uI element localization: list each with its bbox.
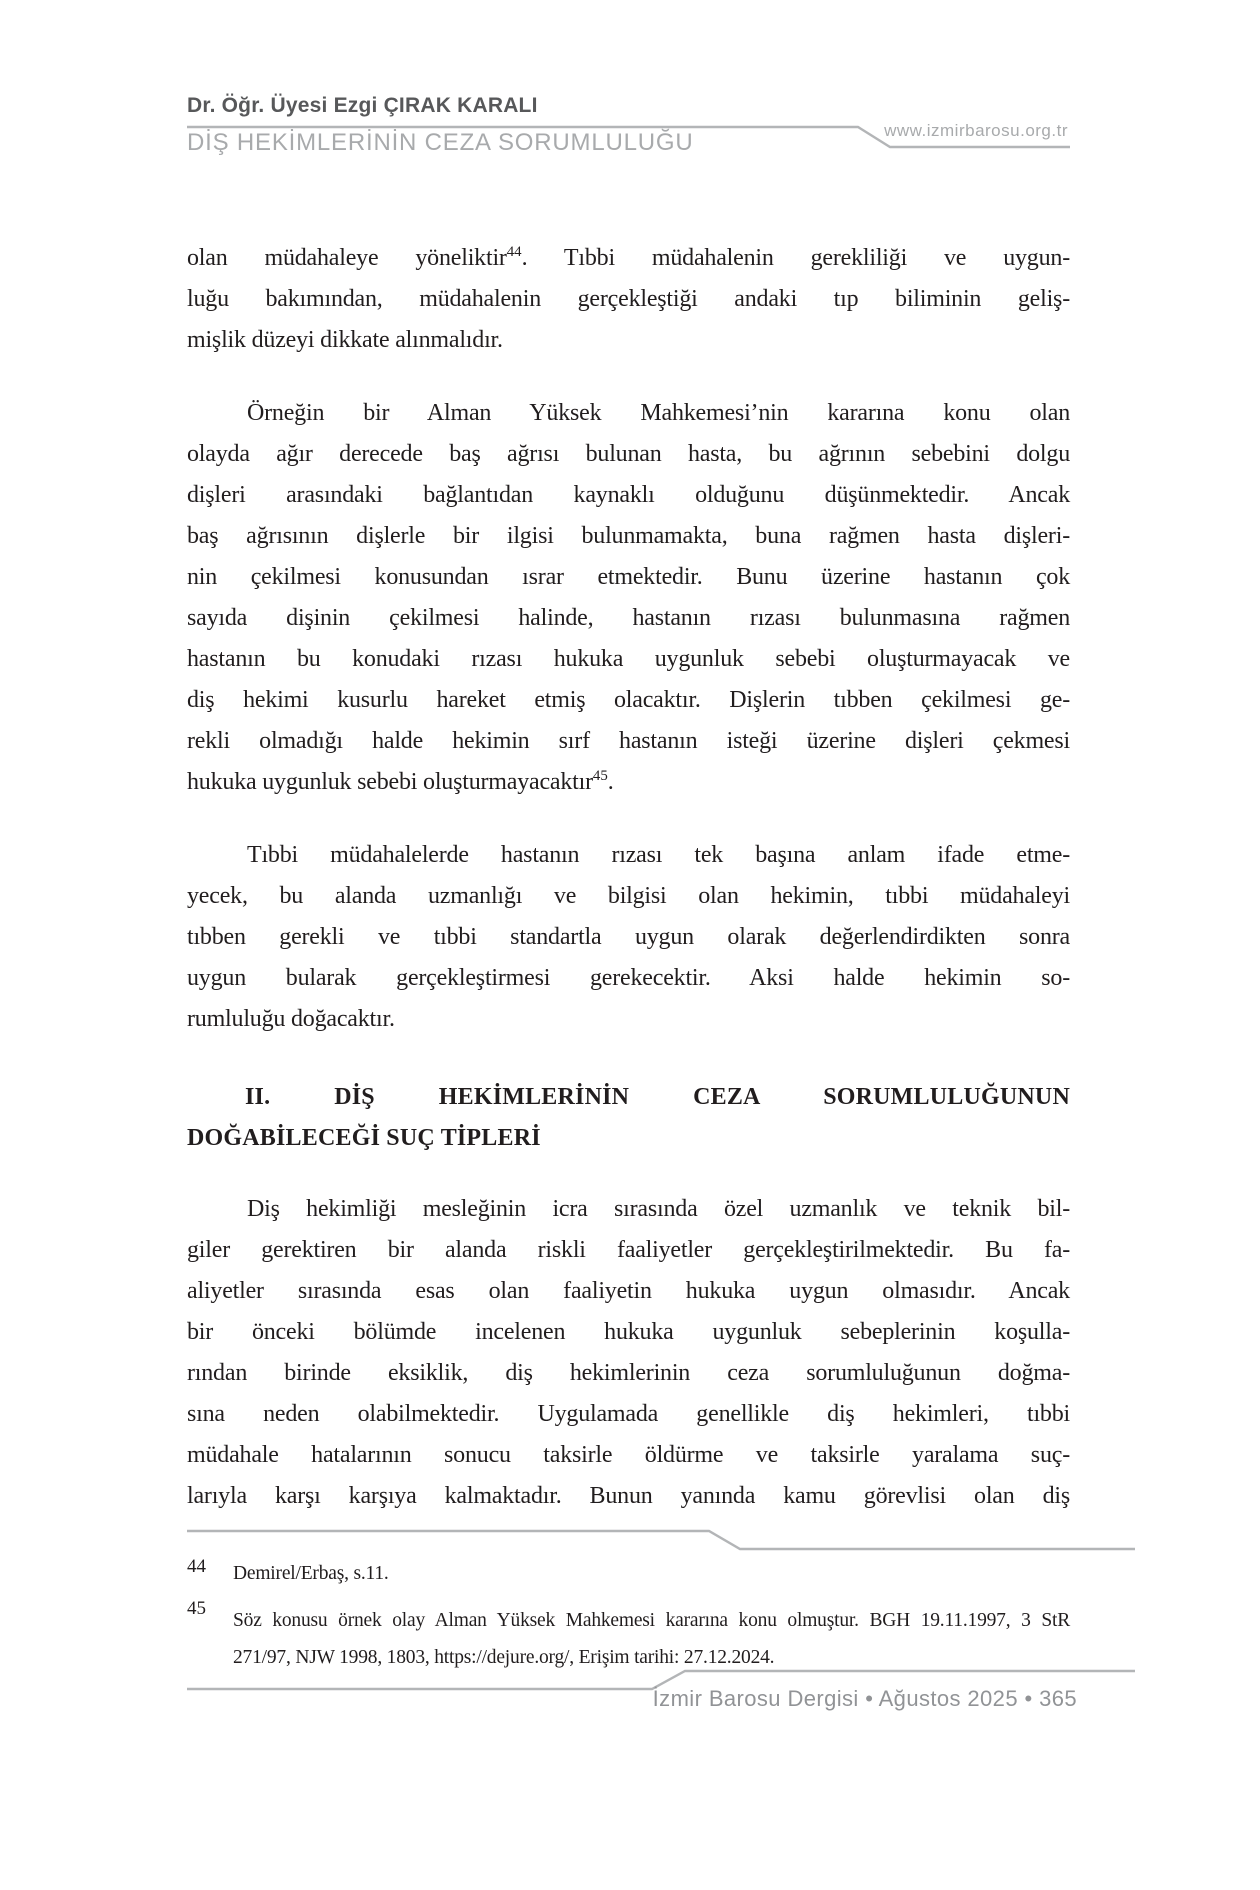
text-line: rından birinde eksiklik, diş hekimlerinin ceza sorumluluğunun doğma- [187, 1360, 1070, 1386]
text-line: larıyla karşı karşıya kalmaktadır. Bunun yanında kamu görevlisi olan diş [187, 1483, 1070, 1509]
text-line: diş hekimi kusurlu hareket etmiş olacaktır. Dişlerin tıbben çekilmesi ge- [187, 687, 1070, 713]
line-text: . Tıbbi müdahalenin gerekliliği ve uygun- [521, 245, 1071, 271]
line-text: olan müdahaleye yöneliktir [187, 245, 507, 271]
text-line: hastanın bu konudaki rızası hukuka uygunluk sebebi oluşturmayacak ve [187, 646, 1070, 672]
text-line: mişlik düzeyi dikkate alınmalıdır. [187, 327, 503, 353]
text-line: rumluluğu doğacaktır. [187, 1006, 395, 1032]
footnote-ref-45: 45 [592, 768, 608, 784]
text-line: luğu bakımından, müdahalenin gerçekleştiği andaki tıp biliminin geliş- [187, 286, 1070, 312]
footnote-45-number: 45 [187, 1598, 206, 1619]
footnotes [187, 1556, 1070, 1676]
footnote-ref-44: 44 [506, 244, 522, 260]
text-line: sına neden olabilmektedir. Uygulamada genellikle diş hekimleri, tıbbi [187, 1401, 1070, 1427]
text-line: bir önceki bölümde incelenen hukuka uygunluk sebeplerinin koşulla- [187, 1319, 1070, 1345]
paragraph-3 [187, 835, 1070, 1040]
body-column [187, 238, 1070, 1517]
text-line: sayıda dişinin çekilmesi halinde, hastanın rızası bulunmasına rağmen [187, 605, 1070, 631]
paragraph-1 [187, 238, 1070, 361]
text-line: rekli olmadığı halde hekimin sırf hastanın isteği üzerine dişleri çekmesi [187, 728, 1070, 754]
section-heading [187, 1077, 1070, 1159]
footnote-45-line-1: Söz konusu örnek olay Alman Yüksek Mahkemesi kararına konu olmuştur. BGH 19.11.1997, 3 StR [233, 1610, 1070, 1631]
paragraph-4 [187, 1189, 1070, 1517]
text-line: nin çekilmesi konusundan ısrar etmektedir. Bunu üzerine hastanın çok [187, 564, 1070, 590]
header-author: Dr. Öğr. Üyesi Ezgi ÇIRAK KARALI [187, 94, 538, 117]
text-line: baş ağrısının dişlerle bir ilgisi bulunmamakta, buna rağmen hasta dişleri- [187, 523, 1070, 549]
text-line: müdahale hatalarının sonucu taksirle öldürme ve taksirle yaralama suç- [187, 1442, 1070, 1468]
header-article-title: DİŞ HEKİMLERİNİN CEZA SORUMLULUĞU [187, 129, 694, 156]
text-line: dişleri arasındaki bağlantıdan kaynaklı olduğunu düşünmektedir. Ancak [187, 482, 1070, 508]
footnote-44-number: 44 [187, 1556, 206, 1577]
text-line [187, 238, 1070, 279]
text-line: yecek, bu alanda uzmanlığı ve bilgisi olan hekimin, tıbbi müdahaleyi [187, 883, 1070, 909]
line-text: hukuka uygunluk sebebi oluşturmayacaktır [187, 769, 593, 795]
footnote-44 [187, 1556, 1070, 1587]
text-line: Örneğin bir Alman Yüksek Mahkemesi’nin kararına konu olan [247, 400, 1070, 426]
text-line: Diş hekimliği mesleğinin icra sırasında özel uzmanlık ve teknik bil- [247, 1196, 1070, 1222]
text-line: Tıbbi müdahalelerde hastanın rızası tek başına anlam ifade etme- [247, 842, 1070, 868]
section-heading-line-1: II. DİŞ HEKİMLERİNİN CEZA SORUMLULUĞUNUN [245, 1084, 1070, 1110]
footnote-45 [187, 1598, 1070, 1676]
footnote-separator-rule [187, 1531, 1135, 1549]
text-line: tıbben gerekli ve tıbbi standartla uygun olarak değerlendirdikten sonra [187, 924, 1070, 950]
text-line: aliyetler sırasında esas olan faaliyetin hukuka uygun olmasıdır. Ancak [187, 1278, 1070, 1304]
paragraph-2 [187, 393, 1070, 803]
text-line [187, 762, 1070, 803]
section-heading-line-2: DOĞABİLECEĞİ SUÇ TİPLERİ [187, 1125, 541, 1151]
text-line: uygun bularak gerçekleştirmesi gerekecektir. Aksi halde hekimin so- [187, 965, 1070, 991]
footer-journal-info: İzmir Barosu Dergisi • Ağustos 2025 • 365 [652, 1686, 1077, 1711]
footnote-45-line-2: 271/97, NJW 1998, 1803, https://dejure.org/, Erişim tarihi: 27.12.2024. [233, 1647, 775, 1668]
header-website-url: www.izmirbarosu.org.tr [884, 121, 1068, 140]
footnote-44-text: Demirel/Erbaş, s.11. [233, 1563, 389, 1584]
text-line: giler gerektiren bir alanda riskli faaliyetler gerçekleştirilmektedir. Bu fa- [187, 1237, 1070, 1263]
line-text: . [607, 769, 614, 795]
text-line: olayda ağır derecede baş ağrısı bulunan hasta, bu ağrının sebebini dolgu [187, 441, 1070, 467]
